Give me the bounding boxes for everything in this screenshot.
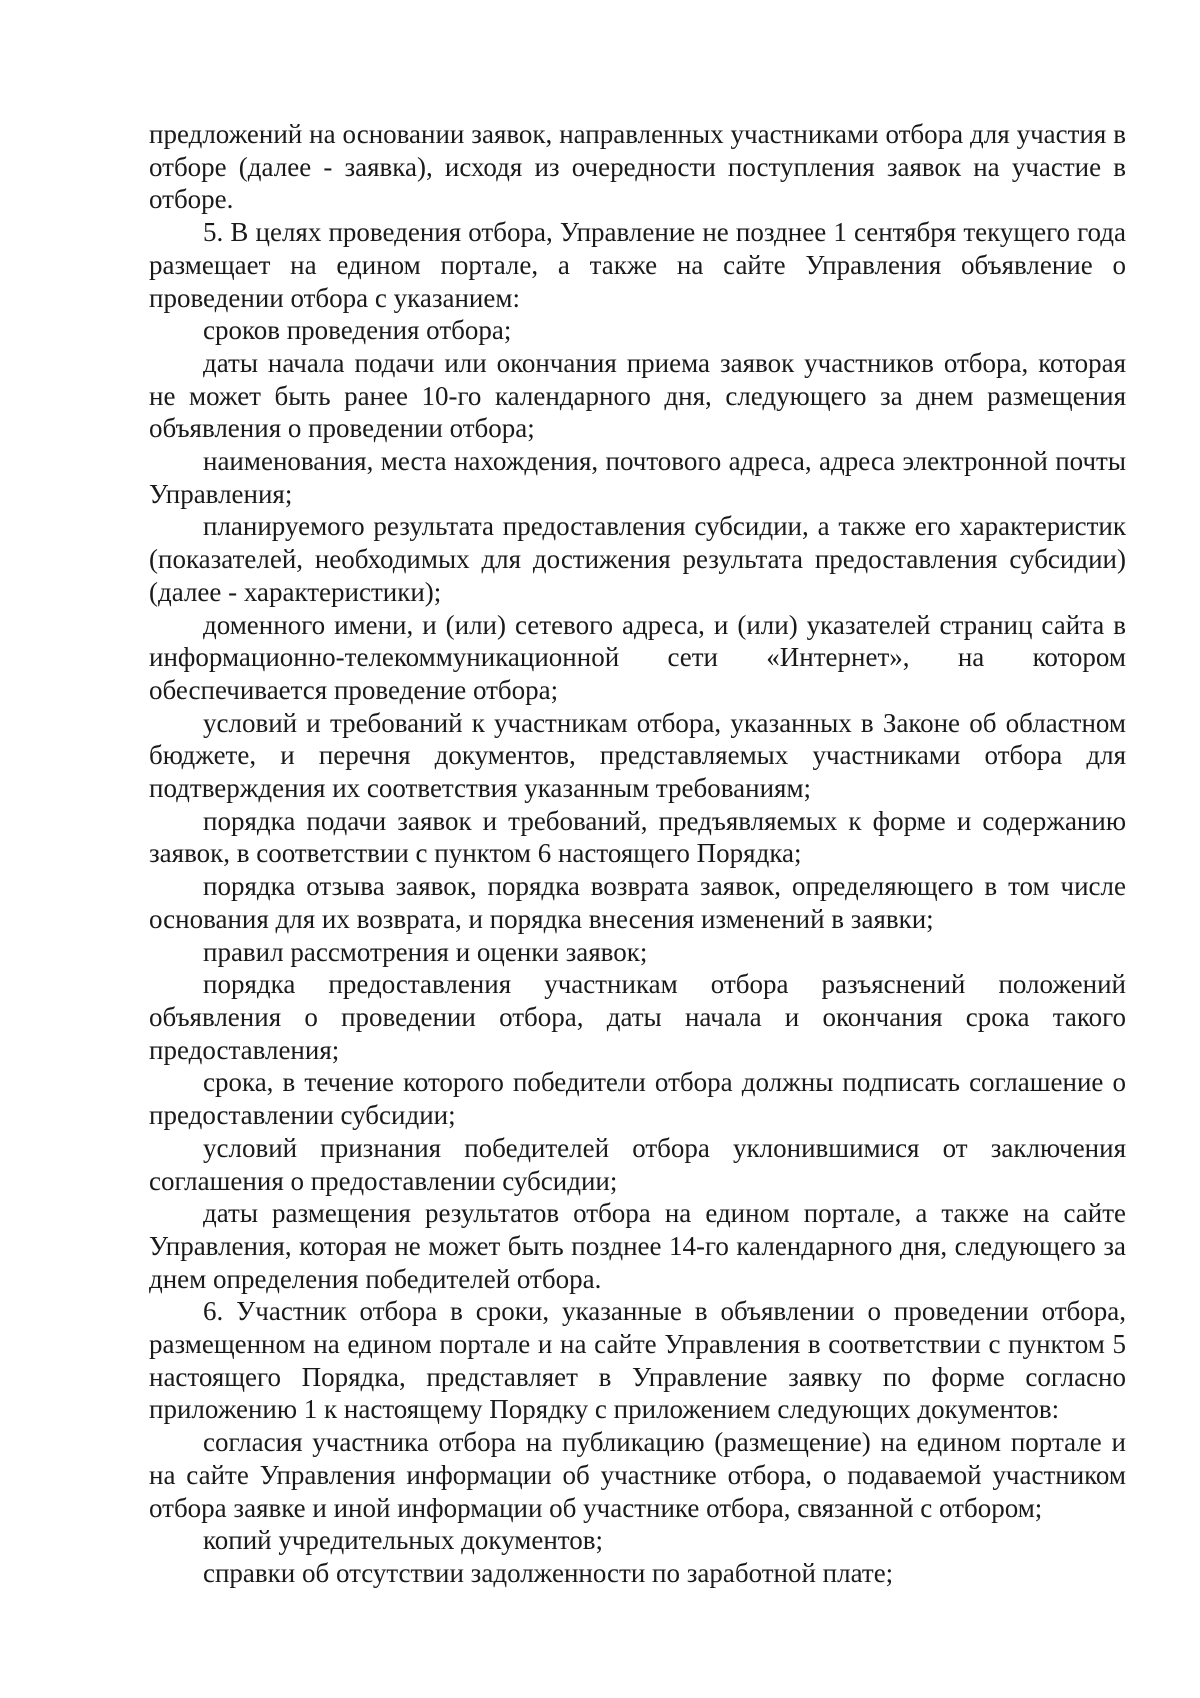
paragraph-11: порядка предоставления участникам отбора разъяснений положений объявления о проведении отбора, даты начала и окончания срока такого предоставления; xyxy=(149,969,1126,1065)
paragraph-6: доменного имени, и (или) сетевого адреса, и (или) указателей страниц сайта в информационно-телекоммуникационной сети «Интернет», на котором обеспечивается проведение отбора; xyxy=(149,609,1126,705)
paragraph-10: правил рассмотрения и оценки заявок; xyxy=(203,936,648,967)
paragraph-18: справки об отсутствии задолженности по заработной плате; xyxy=(203,1557,894,1588)
paragraph-4: наименования, места нахождения, почтового адреса, адреса электронной почты Управления; xyxy=(149,446,1126,509)
paragraph-1: 5. В целях проведения отбора, Управление не позднее 1 сентября текущего года размещает на едином портале, а также на сайте Управления объявление о проведении отбора с указанием: xyxy=(149,217,1126,313)
paragraph-12: срока, в течение которого победители отбора должны подписать соглашение о предоставлении субсидии; xyxy=(149,1067,1126,1131)
paragraph-0: предложений на основании заявок, направленных участниками отбора для участия в отборе (далее - заявка), исходя из очередности поступления заявок на участие в отборе. xyxy=(149,119,1126,215)
paragraph-16: согласия участника отбора на публикацию (размещение) на едином портале и на сайте Управления информации об участнике отбора, о подаваемой участником отбора заявке и иной информации об участнике отбора, связанной с отбором; xyxy=(149,1427,1126,1523)
paragraph-5: планируемого результата предоставления субсидии, а также его характеристик (показателей, необходимых для достижения результата предоставления субсидии) (далее - характеристики); xyxy=(149,511,1126,607)
paragraph-8: порядка подачи заявок и требований, предъявляемых к форме и содержанию заявок, в соответствии с пунктом 6 настоящего Порядка; xyxy=(149,805,1126,869)
paragraph-15: 6. Участник отбора в сроки, указанные в объявлении о проведении отбора, размещенном на едином портале и на сайте Управления в соответствии с пунктом 5 настоящего Порядка, представляет в Управление заявку по форме согласно приложению 1 к настоящему Порядку с приложением следующих документов: xyxy=(149,1296,1126,1425)
paragraph-3: даты начала подачи или окончания приема заявок участников отбора, которая не может быть ранее 10-го календарного дня, следующего за днем размещения объявления о проведении отбора; xyxy=(149,347,1126,444)
paragraph-17: копий учредительных документов; xyxy=(203,1525,603,1556)
paragraph-9: порядка отзыва заявок, порядка возврата заявок, определяющего в том числе основания для их возврата, и порядка внесения изменений в заявки; xyxy=(149,871,1126,934)
paragraph-2: сроков проведения отбора; xyxy=(203,315,512,346)
paragraph-14: даты размещения результатов отбора на едином портале, а также на сайте Управления, которая не может быть позднее 14-го календарного дня, следующего за днем определения победителей отбора. xyxy=(149,1198,1126,1294)
paragraph-7: условий и требований к участникам отбора, указанных в Законе об областном бюджете, и перечня документов, представляемых участниками отбора для подтверждения их соответствия указанным требованиям; xyxy=(149,707,1126,804)
document-body xyxy=(149,118,1126,1590)
paragraph-13: условий признания победителей отбора уклонившимися от заключения соглашения о предоставлении субсидии; xyxy=(149,1132,1126,1196)
